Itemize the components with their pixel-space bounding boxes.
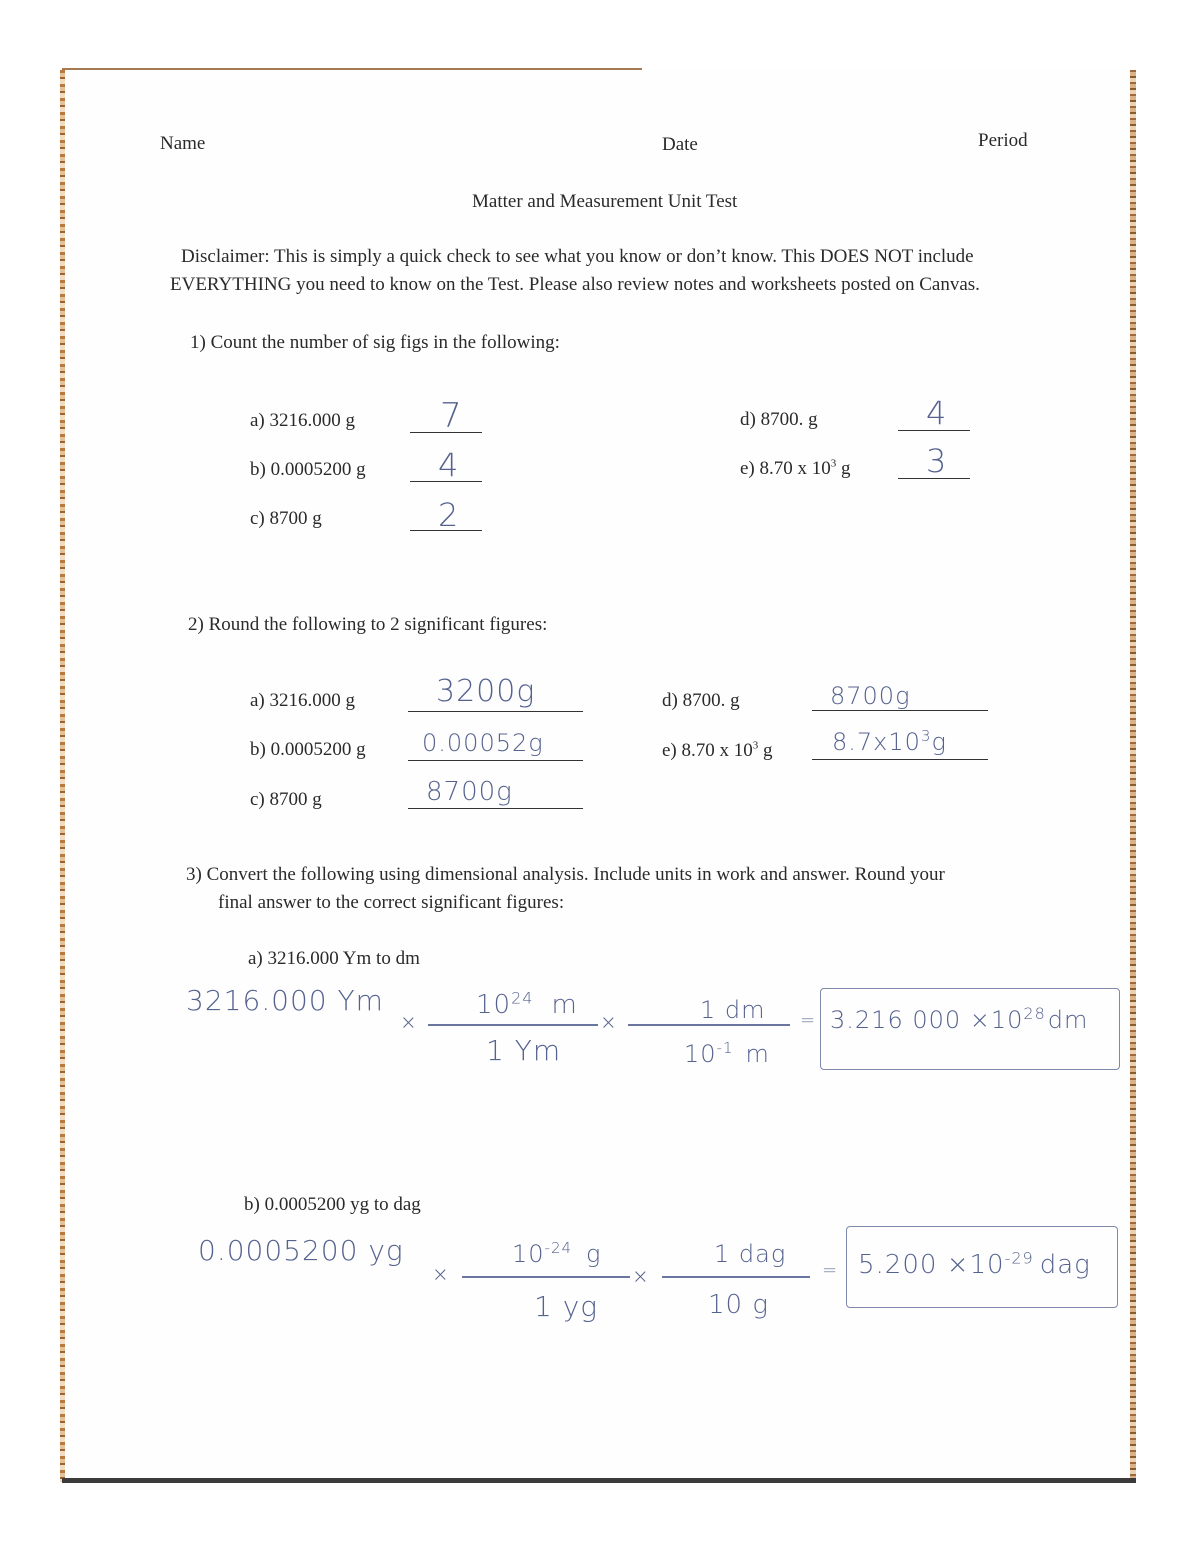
name-label: Name: [160, 133, 206, 154]
q3-a-times-2: ×: [600, 1010, 618, 1034]
q2-b-answer: 0.00052g: [422, 729, 544, 757]
period-label: Period: [978, 130, 1028, 151]
disclaimer-line-1: Disclaimer: This is simply a quick check to see what you know or don’t know. This DOES NOT include: [181, 246, 974, 267]
q2-prompt: 2) Round the following to 2 significant figures:: [188, 614, 548, 635]
q1-a-label: a) 3216.000 g: [250, 410, 356, 431]
page-edge-right: [1130, 70, 1136, 1482]
q1-c-answer: 2: [438, 496, 460, 534]
q2-e-label: e) 8.70 x $10^3$ g: [662, 739, 773, 761]
disclaimer-line-2: EVERYTHING you need to know on the Test. Please also review notes and worksheets posted on Canvas.: [170, 274, 980, 295]
q3-a-times-1: ×: [400, 1010, 418, 1034]
q2-b-answer-line: [408, 760, 583, 761]
page-edge-bottom: [62, 1478, 1136, 1483]
q1-a-answer: 7: [440, 396, 463, 436]
q1-prompt: 1) Count the number of sig figs in the following:: [190, 332, 560, 353]
q2-d-answer: 8700g: [830, 682, 911, 710]
q3-b-fraction-2-numerator: 1 dag: [714, 1240, 787, 1268]
q3-a-label: a) 3216.000 Ym to dm: [248, 948, 420, 969]
q3-b-answer: $5.200 \times 10^{-29}$ dag: [858, 1248, 1091, 1280]
q3-b-fraction-1-numerator: $10^{-24}$ g: [512, 1239, 602, 1268]
q3-prompt-line-1: 3) Convert the following using dimensional analysis. Include units in work and answer. Round your: [186, 864, 945, 885]
q2-b-label: b) 0.0005200 g: [250, 739, 366, 760]
q3-b-given: 0.0005200 yg: [198, 1234, 404, 1267]
page-edge-top: [62, 68, 642, 70]
q3-a-given: 3216.000 Ym: [186, 984, 384, 1017]
q1-d-answer: 4: [926, 394, 948, 432]
q3-a-equals: =: [800, 1010, 817, 1031]
q3-a-fraction-1-bar: [428, 1024, 598, 1026]
q1-e-answer: 3: [926, 442, 948, 480]
q3-b-fraction-2-bar: [662, 1276, 810, 1278]
q3-b-fraction-1-bar: [462, 1276, 630, 1278]
q3-a-fraction-2-bar: [628, 1024, 790, 1026]
q2-a-answer: 3200g: [436, 674, 536, 709]
test-title: Matter and Measurement Unit Test: [472, 191, 738, 212]
q2-a-answer-line: [408, 711, 583, 712]
q1-c-label: c) 8700 g: [250, 508, 322, 529]
q1-b-label: b) 0.0005200 g: [250, 459, 366, 480]
q3-a-answer: 3.216 $000 \times 10^{28}dm$: [830, 1004, 1089, 1034]
q3-b-times-2: ×: [632, 1264, 650, 1288]
q3-b-fraction-2-denominator: 10 g: [708, 1290, 769, 1320]
q3-b-fraction-1-denominator: 1 yg: [534, 1290, 599, 1323]
q3-a-fraction-1-denominator: 1 Ym: [486, 1034, 562, 1067]
q3-prompt-line-2: final answer to the correct significant figures:: [218, 892, 565, 913]
q1-b-answer: 4: [438, 446, 460, 484]
q3-b-equals: =: [822, 1260, 839, 1281]
q3-a-fraction-2-denominator: $10^{-1}$ m: [684, 1039, 770, 1068]
q1-e-label: e) 8.70 x $10^3$ g: [740, 457, 851, 479]
q2-c-answer: 8700g: [426, 777, 513, 807]
q2-e-answer: $8.7x10^3g$: [832, 727, 947, 756]
q3-a-fraction-1-numerator: $10^{24}$ m: [476, 988, 578, 1020]
q2-d-answer-line: [812, 710, 988, 711]
q3-b-label: b) 0.0005200 yg to dag: [244, 1194, 421, 1215]
q2-d-label: d) 8700. g: [662, 690, 740, 711]
q3-b-times-1: ×: [432, 1262, 450, 1286]
q2-c-label: c) 8700 g: [250, 789, 322, 810]
q2-a-label: a) 3216.000 g: [250, 690, 356, 711]
q2-e-answer-line: [812, 759, 988, 760]
q2-c-answer-line: [408, 808, 583, 809]
date-label: Date: [662, 134, 698, 155]
page-edge-left: [60, 70, 65, 1482]
q1-d-label: d) 8700. g: [740, 409, 818, 430]
q3-a-fraction-2-numerator: 1 dm: [700, 996, 766, 1024]
